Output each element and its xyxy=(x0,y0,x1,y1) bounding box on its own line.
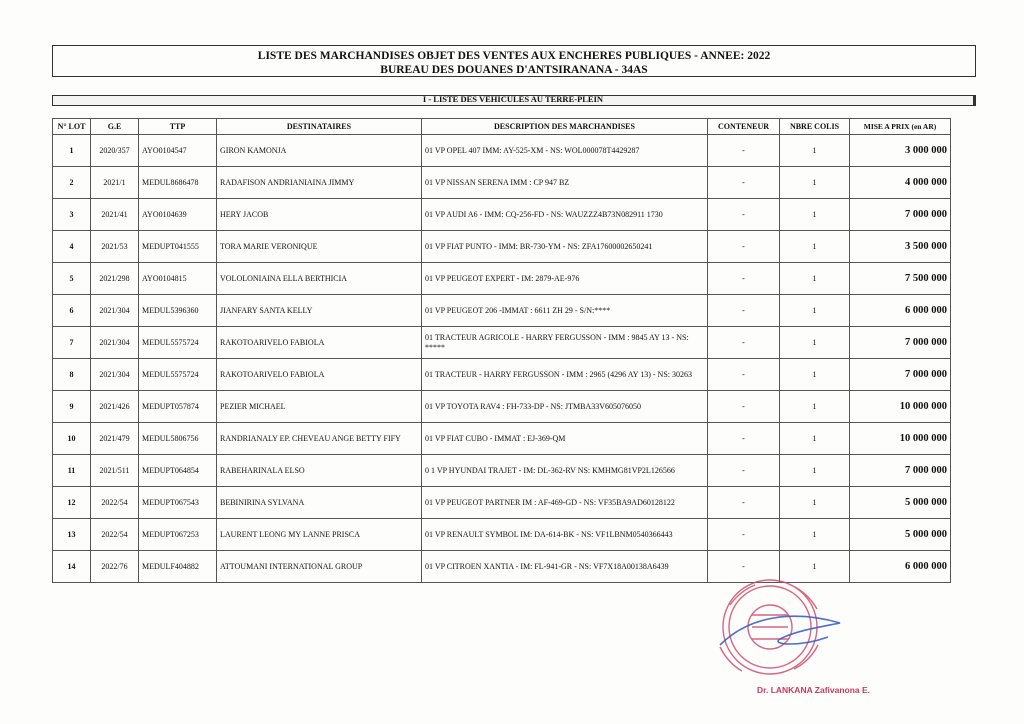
cell-destinataire: RAKOTOARIVELO FABIOLA xyxy=(217,359,422,391)
cell-colis: 1 xyxy=(780,423,850,455)
table-row xyxy=(53,359,951,391)
table-body xyxy=(53,135,951,583)
cell-destinataire: RAKOTOARIVELO FABIOLA xyxy=(217,327,422,359)
table-row xyxy=(53,391,951,423)
cell-ttp: MEDUPT041555 xyxy=(139,231,217,263)
cell-lot: 7 xyxy=(53,327,91,359)
cell-ttp: MEDUL5806756 xyxy=(139,423,217,455)
cell-lot: 3 xyxy=(53,199,91,231)
table-row xyxy=(53,135,951,167)
cell-colis: 1 xyxy=(780,199,850,231)
cell-ge: 2022/54 xyxy=(91,519,139,551)
cell-description: 01 VP PEUGEOT EXPERT - IM: 2879-AE-976 xyxy=(422,263,708,295)
cell-prix: 5 000 000 xyxy=(850,487,951,519)
cell-ttp: MEDUPT057874 xyxy=(139,391,217,423)
cell-lot: 2 xyxy=(53,167,91,199)
signatory-name: Dr. LANKANA Zafivanona E. xyxy=(757,685,871,695)
cell-destinataire: BEBINIRINA SYLVANA xyxy=(217,487,422,519)
section-title: I - LISTE DES VEHICULES AU TERRE-PLEIN xyxy=(422,94,604,104)
document-title-box xyxy=(52,45,976,77)
cell-ge: 2021/298 xyxy=(91,263,139,295)
cell-colis: 1 xyxy=(780,167,850,199)
cell-description: 01 TRACTEUR AGRICOLE - HARRY FERGUSSON - IMM : 9845 AY 13 - NS: ***** xyxy=(422,327,708,359)
cell-colis: 1 xyxy=(780,551,850,583)
cell-prix: 5 000 000 xyxy=(850,519,951,551)
cell-lot: 14 xyxy=(53,551,91,583)
cell-destinataire: JIANFARY SANTA KELLY xyxy=(217,295,422,327)
cell-destinataire: TORA MARIE VERONIQUE xyxy=(217,231,422,263)
cell-description: 01 VP AUDI A6 - IMM: CQ-256-FD - NS: WAUZZZ4B73N082911 1730 xyxy=(422,199,708,231)
table-row xyxy=(53,231,951,263)
column-header-lot: N° LOT xyxy=(53,119,91,135)
cell-conteneur: - xyxy=(708,167,780,199)
cell-ttp: AYO0104639 xyxy=(139,199,217,231)
cell-description: 01 VP PEUGEOT 206 -IMMAT : 6611 ZH 29 - S/N:**** xyxy=(422,295,708,327)
cell-conteneur: - xyxy=(708,263,780,295)
cell-ttp: AYO0104815 xyxy=(139,263,217,295)
cell-colis: 1 xyxy=(780,231,850,263)
cell-lot: 6 xyxy=(53,295,91,327)
cell-lot: 9 xyxy=(53,391,91,423)
cell-description: 01 VP OPEL 407 IMM: AY-525-XM - NS: WOL000078T4429287 xyxy=(422,135,708,167)
cell-prix: 7 000 000 xyxy=(850,327,951,359)
column-header-description: DESCRIPTION DES MARCHANDISES xyxy=(422,119,708,135)
cell-lot: 13 xyxy=(53,519,91,551)
table-row xyxy=(53,487,951,519)
column-header-prix: MISE A PRIX (en AR) xyxy=(850,119,951,135)
table-row xyxy=(53,423,951,455)
cell-conteneur: - xyxy=(708,359,780,391)
cell-description: 01 VP TOYOTA RAV4 : FH-733-DP - NS: JTMBA33V605076050 xyxy=(422,391,708,423)
cell-colis: 1 xyxy=(780,519,850,551)
cell-lot: 12 xyxy=(53,487,91,519)
cell-destinataire: RADAFISON ANDRIANIAINA JIMMY xyxy=(217,167,422,199)
cell-prix: 4 000 000 xyxy=(850,167,951,199)
cell-destinataire: RANDRIANALY EP. CHEVEAU ANGE BETTY FIFY xyxy=(217,423,422,455)
cell-ttp: MEDULF404882 xyxy=(139,551,217,583)
cell-ttp: MEDUPT067543 xyxy=(139,487,217,519)
official-stamp xyxy=(700,575,850,685)
cell-ge: 2020/357 xyxy=(91,135,139,167)
cell-ttp: MEDUL5575724 xyxy=(139,327,217,359)
cell-prix: 7 000 000 xyxy=(850,199,951,231)
cell-colis: 1 xyxy=(780,263,850,295)
cell-prix: 10 000 000 xyxy=(850,423,951,455)
cell-destinataire: RABEHARINALA ELSO xyxy=(217,455,422,487)
cell-prix: 7 000 000 xyxy=(850,359,951,391)
cell-prix: 6 000 000 xyxy=(850,551,951,583)
cell-conteneur: - xyxy=(708,391,780,423)
cell-ge: 2021/53 xyxy=(91,231,139,263)
cell-prix: 6 000 000 xyxy=(850,295,951,327)
cell-ge: 2022/76 xyxy=(91,551,139,583)
cell-description: 0 1 VP HYUNDAI TRAJET - IM: DL-362-RV NS: KMHMG81VP2L126566 xyxy=(422,455,708,487)
column-header-colis: NBRE COLIS xyxy=(780,119,850,135)
cell-colis: 1 xyxy=(780,391,850,423)
cell-prix: 10 000 000 xyxy=(850,391,951,423)
document-subtitle: BUREAU DES DOUANES D'ANTSIRANANA - 34AS xyxy=(380,64,648,76)
column-header-conteneur: CONTENEUR xyxy=(708,119,780,135)
cell-description: 01 VP PEUGEOT PARTNER IM : AF-469-GD - NS: VF35BA9AD60128122 xyxy=(422,487,708,519)
cell-conteneur: - xyxy=(708,551,780,583)
cell-ge: 2021/1 xyxy=(91,167,139,199)
cell-prix: 7 500 000 xyxy=(850,263,951,295)
cell-conteneur: - xyxy=(708,519,780,551)
column-header-ge: G.E xyxy=(91,119,139,135)
cell-ttp: MEDUPT067253 xyxy=(139,519,217,551)
cell-description: 01 VP FIAT PUNTO - IMM: BR-730-YM - NS: ZFA17600002650241 xyxy=(422,231,708,263)
cell-description: 01 VP RENAULT SYMBOL IM: DA-614-BK - NS: VF1LBNM0540366443 xyxy=(422,519,708,551)
cell-description: 01 VP FIAT CUBO - IMMAT : EJ-369-QM xyxy=(422,423,708,455)
cell-destinataire: PEZIER MICHAEL xyxy=(217,391,422,423)
cell-prix: 3 500 000 xyxy=(850,231,951,263)
cell-conteneur: - xyxy=(708,295,780,327)
cell-description: 01 VP NISSAN SERENA IMM : CP 947 BZ xyxy=(422,167,708,199)
cell-lot: 1 xyxy=(53,135,91,167)
table-header-row xyxy=(53,119,951,135)
cell-prix: 7 000 000 xyxy=(850,455,951,487)
cell-ge: 2021/304 xyxy=(91,359,139,391)
cell-ttp: MEDUL5575724 xyxy=(139,359,217,391)
cell-ttp: MEDUL8686478 xyxy=(139,167,217,199)
document-title: LISTE DES MARCHANDISES OBJET DES VENTES AUX ENCHERES PUBLIQUES - ANNEE: 2022 xyxy=(257,50,771,62)
cell-lot: 11 xyxy=(53,455,91,487)
cell-colis: 1 xyxy=(780,359,850,391)
cell-ge: 2021/426 xyxy=(91,391,139,423)
cell-lot: 10 xyxy=(53,423,91,455)
cell-prix: 3 000 000 xyxy=(850,135,951,167)
cell-conteneur: - xyxy=(708,455,780,487)
cell-conteneur: - xyxy=(708,231,780,263)
cell-destinataire: GIRON KAMONJA xyxy=(217,135,422,167)
cell-lot: 4 xyxy=(53,231,91,263)
cell-lot: 5 xyxy=(53,263,91,295)
cell-ge: 2021/479 xyxy=(91,423,139,455)
section-header xyxy=(52,95,976,106)
merchandise-table xyxy=(52,118,951,583)
cell-colis: 1 xyxy=(780,295,850,327)
cell-conteneur: - xyxy=(708,423,780,455)
cell-ge: 2021/41 xyxy=(91,199,139,231)
cell-ge: 2022/54 xyxy=(91,487,139,519)
cell-conteneur: - xyxy=(708,135,780,167)
cell-ttp: MEDUL5396360 xyxy=(139,295,217,327)
cell-destinataire: ATTOUMANI INTERNATIONAL GROUP xyxy=(217,551,422,583)
cell-description: 01 VP CITROEN XANTIA - IM: FL-941-GR - NS: VF7X18A00138A6439 xyxy=(422,551,708,583)
cell-conteneur: - xyxy=(708,327,780,359)
cell-ge: 2021/511 xyxy=(91,455,139,487)
cell-colis: 1 xyxy=(780,455,850,487)
cell-destinataire: HERY JACOB xyxy=(217,199,422,231)
table-row xyxy=(53,199,951,231)
cell-conteneur: - xyxy=(708,487,780,519)
table-row xyxy=(53,327,951,359)
column-header-ttp: TTP xyxy=(139,119,217,135)
column-header-destinataires: DESTINATAIRES xyxy=(217,119,422,135)
cell-description: 01 TRACTEUR - HARRY FERGUSSON - IMM : 2965 (4296 AY 13) - NS: 30263 xyxy=(422,359,708,391)
cell-colis: 1 xyxy=(780,135,850,167)
cell-destinataire: LAURENT LEONG MY LANNE PRISCA xyxy=(217,519,422,551)
cell-ge: 2021/304 xyxy=(91,295,139,327)
table-row xyxy=(53,167,951,199)
cell-lot: 8 xyxy=(53,359,91,391)
cell-colis: 1 xyxy=(780,487,850,519)
table-row xyxy=(53,519,951,551)
table-row xyxy=(53,295,951,327)
cell-destinataire: VOLOLONIAINA ELLA BERTHICIA xyxy=(217,263,422,295)
cell-conteneur: - xyxy=(708,199,780,231)
cell-ttp: MEDUPT064854 xyxy=(139,455,217,487)
cell-ge: 2021/304 xyxy=(91,327,139,359)
cell-ttp: AYO0104547 xyxy=(139,135,217,167)
cell-colis: 1 xyxy=(780,327,850,359)
table-row xyxy=(53,263,951,295)
table-row xyxy=(53,455,951,487)
